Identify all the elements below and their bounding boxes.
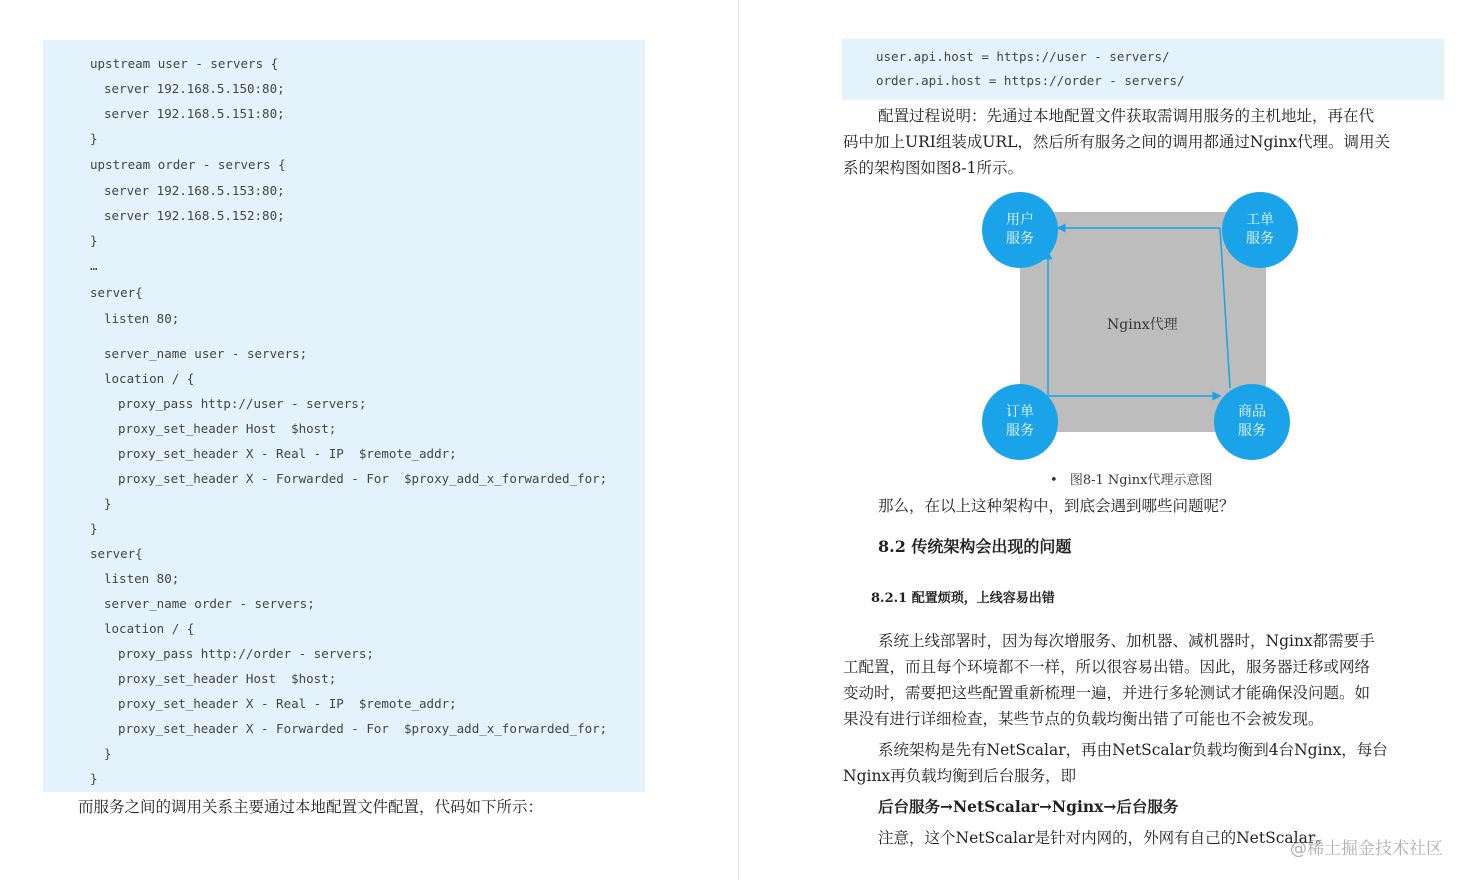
code-line: server_name user - servers; — [104, 346, 308, 361]
code-line: server 192.168.5.152:80; — [104, 208, 285, 223]
code-line: order.api.host = https://order - servers/ — [876, 73, 1185, 88]
product-service-node — [1214, 384, 1290, 460]
left-after-code-text: 而服务之间的调用关系主要通过本地配置文件配置，代码如下所示： — [78, 798, 544, 816]
code-line: } — [104, 746, 112, 761]
caption-bullet: • — [1050, 473, 1058, 488]
para2-line: 系统上线部署时，因为每次增服务、加机器、减机器时，Nginx都需要手 — [878, 632, 1375, 650]
code-line: proxy_set_header Host $host; — [118, 671, 337, 686]
code-line: } — [104, 496, 112, 511]
code-line: upstream order - servers { — [90, 157, 286, 172]
para3-line: Nginx再负载均衡到后台服务，即 — [843, 767, 1077, 785]
ticket-service-node — [1222, 192, 1298, 268]
order-service-node — [982, 384, 1058, 460]
code-line: proxy_set_header X - Real - IP $remote_addr; — [118, 696, 457, 711]
code-line: proxy_set_header Host $host; — [118, 421, 337, 436]
code-line: … — [90, 258, 98, 273]
node-line2: 服务 — [1238, 423, 1266, 439]
flow-text: 后台服务→NetScalar→Nginx→后台服务 — [878, 797, 1179, 816]
user-service-node — [982, 192, 1058, 268]
nginx-label: Nginx代理 — [1107, 317, 1178, 333]
left-code-block — [43, 40, 645, 792]
code-line: location / { — [104, 621, 195, 636]
node-line1: 用户 — [1006, 212, 1034, 228]
section-heading: 8.2 传统架构会出现的问题 — [878, 537, 1072, 556]
right-code-block — [842, 39, 1444, 100]
para2-line: 果没有进行详细检查，某些节点的负载均衡出错了可能也不会被发现。 — [843, 710, 1324, 728]
subsection-heading: 8.2.1 配置烦琐，上线容易出错 — [871, 591, 1055, 606]
node-line1: 工单 — [1246, 212, 1274, 228]
page-divider — [738, 0, 739, 880]
code-line: server 192.168.5.150:80; — [104, 81, 285, 96]
para2-line: 工配置，而且每个环境都不一样，所以很容易出错。因此，服务器迁移或网络 — [843, 658, 1371, 676]
code-line: listen 80; — [104, 571, 180, 586]
node-line2: 服务 — [1246, 231, 1274, 247]
code-line: proxy_pass http://order - servers; — [118, 646, 374, 661]
node-line2: 服务 — [1006, 423, 1034, 439]
code-line: user.api.host = https://user - servers/ — [876, 49, 1170, 64]
code-line: proxy_set_header X - Forwarded - For $proxy_add_x_forwarded_for; — [118, 721, 608, 736]
figure-caption — [1050, 469, 1212, 488]
para1-line: 配置过程说明：先通过本地配置文件获取需调用服务的主机地址，再在代 — [878, 107, 1375, 125]
code-line: } — [90, 233, 98, 248]
para1-line: 码中加上URI组装成URL，然后所有服务之间的调用都通过Nginx代理。调用关 — [843, 133, 1391, 151]
code-line: proxy_pass http://user - servers; — [118, 396, 367, 411]
para2-line: 变动时，需要把这些配置重新梳理一遍，并进行多轮测试才能确保没问题。如 — [843, 684, 1371, 702]
code-line: } — [90, 771, 98, 786]
code-line: proxy_set_header X - Forwarded - For $proxy_add_x_forwarded_for; — [118, 471, 608, 486]
code-line: } — [90, 131, 98, 146]
caption-text: 图8-1 Nginx代理示意图 — [1069, 473, 1213, 488]
node-line2: 服务 — [1006, 231, 1034, 247]
code-line: } — [90, 521, 98, 536]
code-line: server 192.168.5.153:80; — [104, 183, 285, 198]
node-line1: 订单 — [1006, 404, 1034, 420]
node-line1: 商品 — [1238, 404, 1266, 420]
question-text: 那么，在以上这种架构中，到底会遇到哪些问题呢？ — [878, 497, 1235, 515]
code-line: listen 80; — [104, 311, 180, 326]
para1-line: 系的架构图如图8-1所示。 — [843, 159, 1023, 177]
code-line: server_name order - servers; — [104, 596, 315, 611]
para3-line: 系统架构是先有NetScalar，再由NetScalar负载均衡到4台Nginx，每台 — [878, 741, 1388, 759]
code-line: server{ — [90, 546, 143, 561]
para4-text: 注意，这个NetScalar是针对内网的，外网有自己的NetScalar。 — [878, 829, 1331, 847]
code-line: upstream user - servers { — [90, 56, 279, 71]
code-line: proxy_set_header X - Real - IP $remote_addr; — [118, 446, 457, 461]
code-line: location / { — [104, 371, 195, 386]
code-line: server{ — [90, 285, 143, 300]
code-line: server 192.168.5.151:80; — [104, 106, 285, 121]
nginx-diagram — [980, 190, 1300, 465]
watermark: @稀土掘金技术社区 — [1290, 839, 1443, 859]
